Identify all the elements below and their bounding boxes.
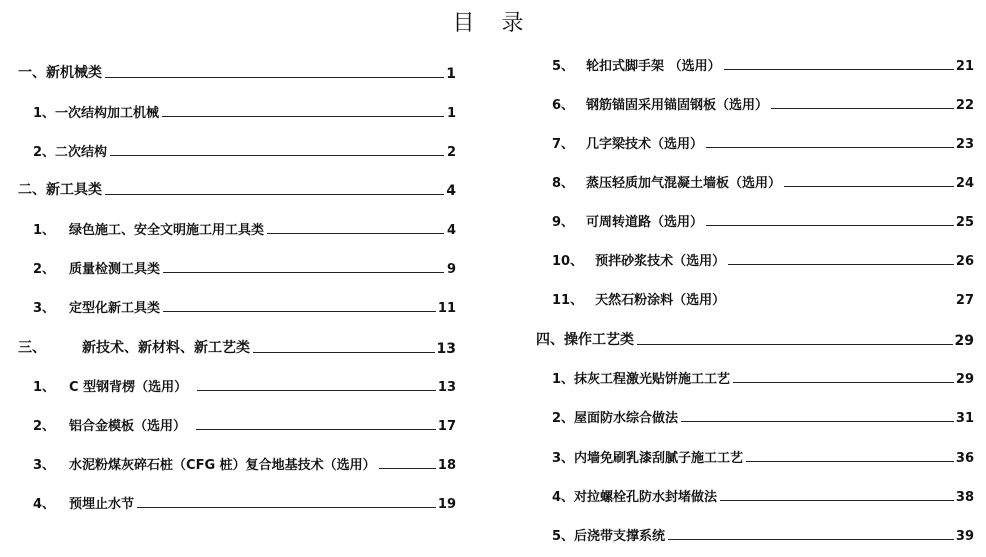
entry-label: 新技术、新材料、新工艺类 xyxy=(82,340,250,356)
entry-number: 2、 xyxy=(33,419,56,434)
entry-number: 1、 xyxy=(552,372,575,387)
entry-number: 8、 xyxy=(552,176,575,191)
entry-label: 几字梁技术（选用） xyxy=(586,137,704,152)
entry-label: 操作工艺类 xyxy=(564,332,634,348)
leader-line xyxy=(706,224,954,226)
entry-number: 四、 xyxy=(536,332,564,348)
entry-number: 2、 xyxy=(33,262,56,277)
entry-page: 38 xyxy=(955,490,974,505)
entry-number: 3、 xyxy=(552,451,575,466)
leader-line xyxy=(771,107,954,109)
entry-page: 21 xyxy=(955,59,974,74)
toc-entry[interactable] xyxy=(552,128,974,152)
entry-number: 11、 xyxy=(552,293,584,308)
entry-number: 2、 xyxy=(33,145,56,160)
leader-line xyxy=(137,506,436,508)
leader-line xyxy=(162,115,444,117)
toc-entry[interactable] xyxy=(552,206,974,230)
leader-line xyxy=(668,538,954,540)
entry-page: 18 xyxy=(437,458,456,473)
entry-label: 屋面防水综合做法 xyxy=(574,411,679,426)
toc-title: 目 录 xyxy=(452,11,534,36)
entry-page: 22 xyxy=(955,98,974,113)
entry-number: 一、 xyxy=(18,65,46,81)
leader-line xyxy=(720,499,954,501)
leader-line xyxy=(379,467,436,469)
toc-entry[interactable] xyxy=(552,481,974,505)
toc-entry[interactable] xyxy=(552,245,974,269)
entry-page: 4 xyxy=(446,223,456,238)
entry-page: 19 xyxy=(437,497,456,512)
toc-entry[interactable] xyxy=(33,97,456,121)
leader-line xyxy=(267,232,444,234)
entry-label: 内墙免刷乳漆刮腻子施工工艺 xyxy=(574,451,744,466)
toc-entry[interactable] xyxy=(552,442,974,466)
entry-number: 1、 xyxy=(33,223,56,238)
toc-entry[interactable] xyxy=(33,292,456,316)
toc-entry[interactable] xyxy=(33,136,456,160)
toc-entry[interactable] xyxy=(18,58,456,82)
entry-label: 蒸压轻质加气混凝土墙板（选用） xyxy=(586,176,782,191)
entry-label: 轮扣式脚手架 （选用） xyxy=(586,59,721,74)
toc-entry[interactable] xyxy=(33,214,456,238)
leader-line xyxy=(784,185,954,187)
entry-number: 7、 xyxy=(552,137,575,152)
toc-entry[interactable] xyxy=(536,325,974,349)
leader-line xyxy=(637,343,953,345)
entry-page: 1 xyxy=(446,106,456,121)
entry-number: 10、 xyxy=(552,254,584,269)
entry-number: 1、 xyxy=(33,380,56,395)
leader-line xyxy=(733,381,954,383)
leader-line xyxy=(163,271,444,273)
toc-entry[interactable] xyxy=(552,89,974,113)
leader-line xyxy=(724,68,954,70)
entry-number: 3、 xyxy=(33,301,56,316)
entry-page: 29 xyxy=(955,372,974,387)
entry-page: 17 xyxy=(437,419,456,434)
leader-line xyxy=(196,428,436,430)
entry-page: 11 xyxy=(437,301,456,316)
toc-entry[interactable] xyxy=(552,520,974,544)
entry-label: 抹灰工程激光贴饼施工工艺 xyxy=(574,372,731,387)
toc-entry[interactable] xyxy=(18,333,456,357)
entry-label: 绿色施工、安全文明施工用工具类 xyxy=(69,223,265,238)
toc-entry[interactable] xyxy=(552,167,974,191)
entry-label: 二次结构 xyxy=(55,145,108,160)
entry-page: 13 xyxy=(437,380,456,395)
entry-page: 2 xyxy=(446,145,456,160)
entry-number: 1、 xyxy=(33,106,56,121)
leader-line xyxy=(105,193,444,195)
entry-label: 新机械类 xyxy=(46,65,102,81)
leader-line xyxy=(110,154,444,156)
leader-line xyxy=(728,303,954,304)
leader-line xyxy=(746,460,954,462)
toc-entry[interactable] xyxy=(33,410,456,434)
leader-line xyxy=(105,76,444,78)
entry-label: 定型化新工具类 xyxy=(69,301,161,316)
entry-label: 可周转道路（选用） xyxy=(586,215,704,230)
entry-label: 预埋止水节 xyxy=(69,497,135,512)
entry-label: C 型钢背楞（选用） xyxy=(69,380,188,395)
toc-entry[interactable] xyxy=(33,449,456,473)
toc-entry[interactable] xyxy=(552,363,974,387)
leader-line xyxy=(728,263,954,265)
entry-page: 1 xyxy=(446,66,456,82)
entry-number: 二、 xyxy=(18,182,46,198)
entry-label: 钢筋锚固采用锚固钢板（选用） xyxy=(586,98,769,113)
entry-page: 29 xyxy=(954,333,974,349)
leader-line xyxy=(706,146,954,148)
toc-entry[interactable] xyxy=(552,50,974,74)
entry-label: 水泥粉煤灰碎石桩（CFG 桩）复合地基技术（选用） xyxy=(69,458,376,473)
entry-page: 36 xyxy=(955,451,974,466)
entry-page: 26 xyxy=(955,254,974,269)
toc-entry[interactable] xyxy=(33,253,456,277)
entry-label: 对拉螺栓孔防水封堵做法 xyxy=(574,490,718,505)
entry-page: 27 xyxy=(955,293,974,308)
toc-entry[interactable] xyxy=(552,284,974,308)
entry-label: 预拌砂浆技术（选用） xyxy=(595,254,726,269)
entry-page: 23 xyxy=(955,137,974,152)
entry-page: 9 xyxy=(446,262,456,277)
leader-line xyxy=(163,310,436,312)
entry-label: 新工具类 xyxy=(46,182,102,198)
entry-number: 5、 xyxy=(552,529,575,544)
entry-page: 24 xyxy=(955,176,974,191)
entry-label: 后浇带支撑系统 xyxy=(574,529,666,544)
entry-page: 25 xyxy=(955,215,974,230)
entry-label: 质量检测工具类 xyxy=(69,262,161,277)
toc-entry[interactable] xyxy=(33,488,456,512)
entry-number: 2、 xyxy=(552,411,575,426)
entry-page: 13 xyxy=(436,341,456,357)
leader-line xyxy=(197,389,436,391)
entry-page: 31 xyxy=(955,411,974,426)
entry-number: 4、 xyxy=(552,490,575,505)
entry-number: 6、 xyxy=(552,98,575,113)
leader-line xyxy=(681,420,954,422)
entry-number: 4、 xyxy=(33,497,56,512)
entry-number: 9、 xyxy=(552,215,575,230)
toc-entry[interactable] xyxy=(18,175,456,199)
entry-page: 39 xyxy=(955,529,974,544)
toc-entry[interactable] xyxy=(33,371,456,395)
entry-number: 3、 xyxy=(33,458,56,473)
entry-page: 4 xyxy=(446,183,456,199)
entry-label: 一次结构加工机械 xyxy=(55,106,160,121)
entry-label: 铝合金模板（选用） xyxy=(69,419,187,434)
entry-label: 天然石粉涂料（选用） xyxy=(595,293,726,308)
toc-entry[interactable] xyxy=(552,402,974,426)
entry-number: 5、 xyxy=(552,59,575,74)
entry-number: 三、 xyxy=(18,340,46,356)
leader-line xyxy=(253,351,435,353)
